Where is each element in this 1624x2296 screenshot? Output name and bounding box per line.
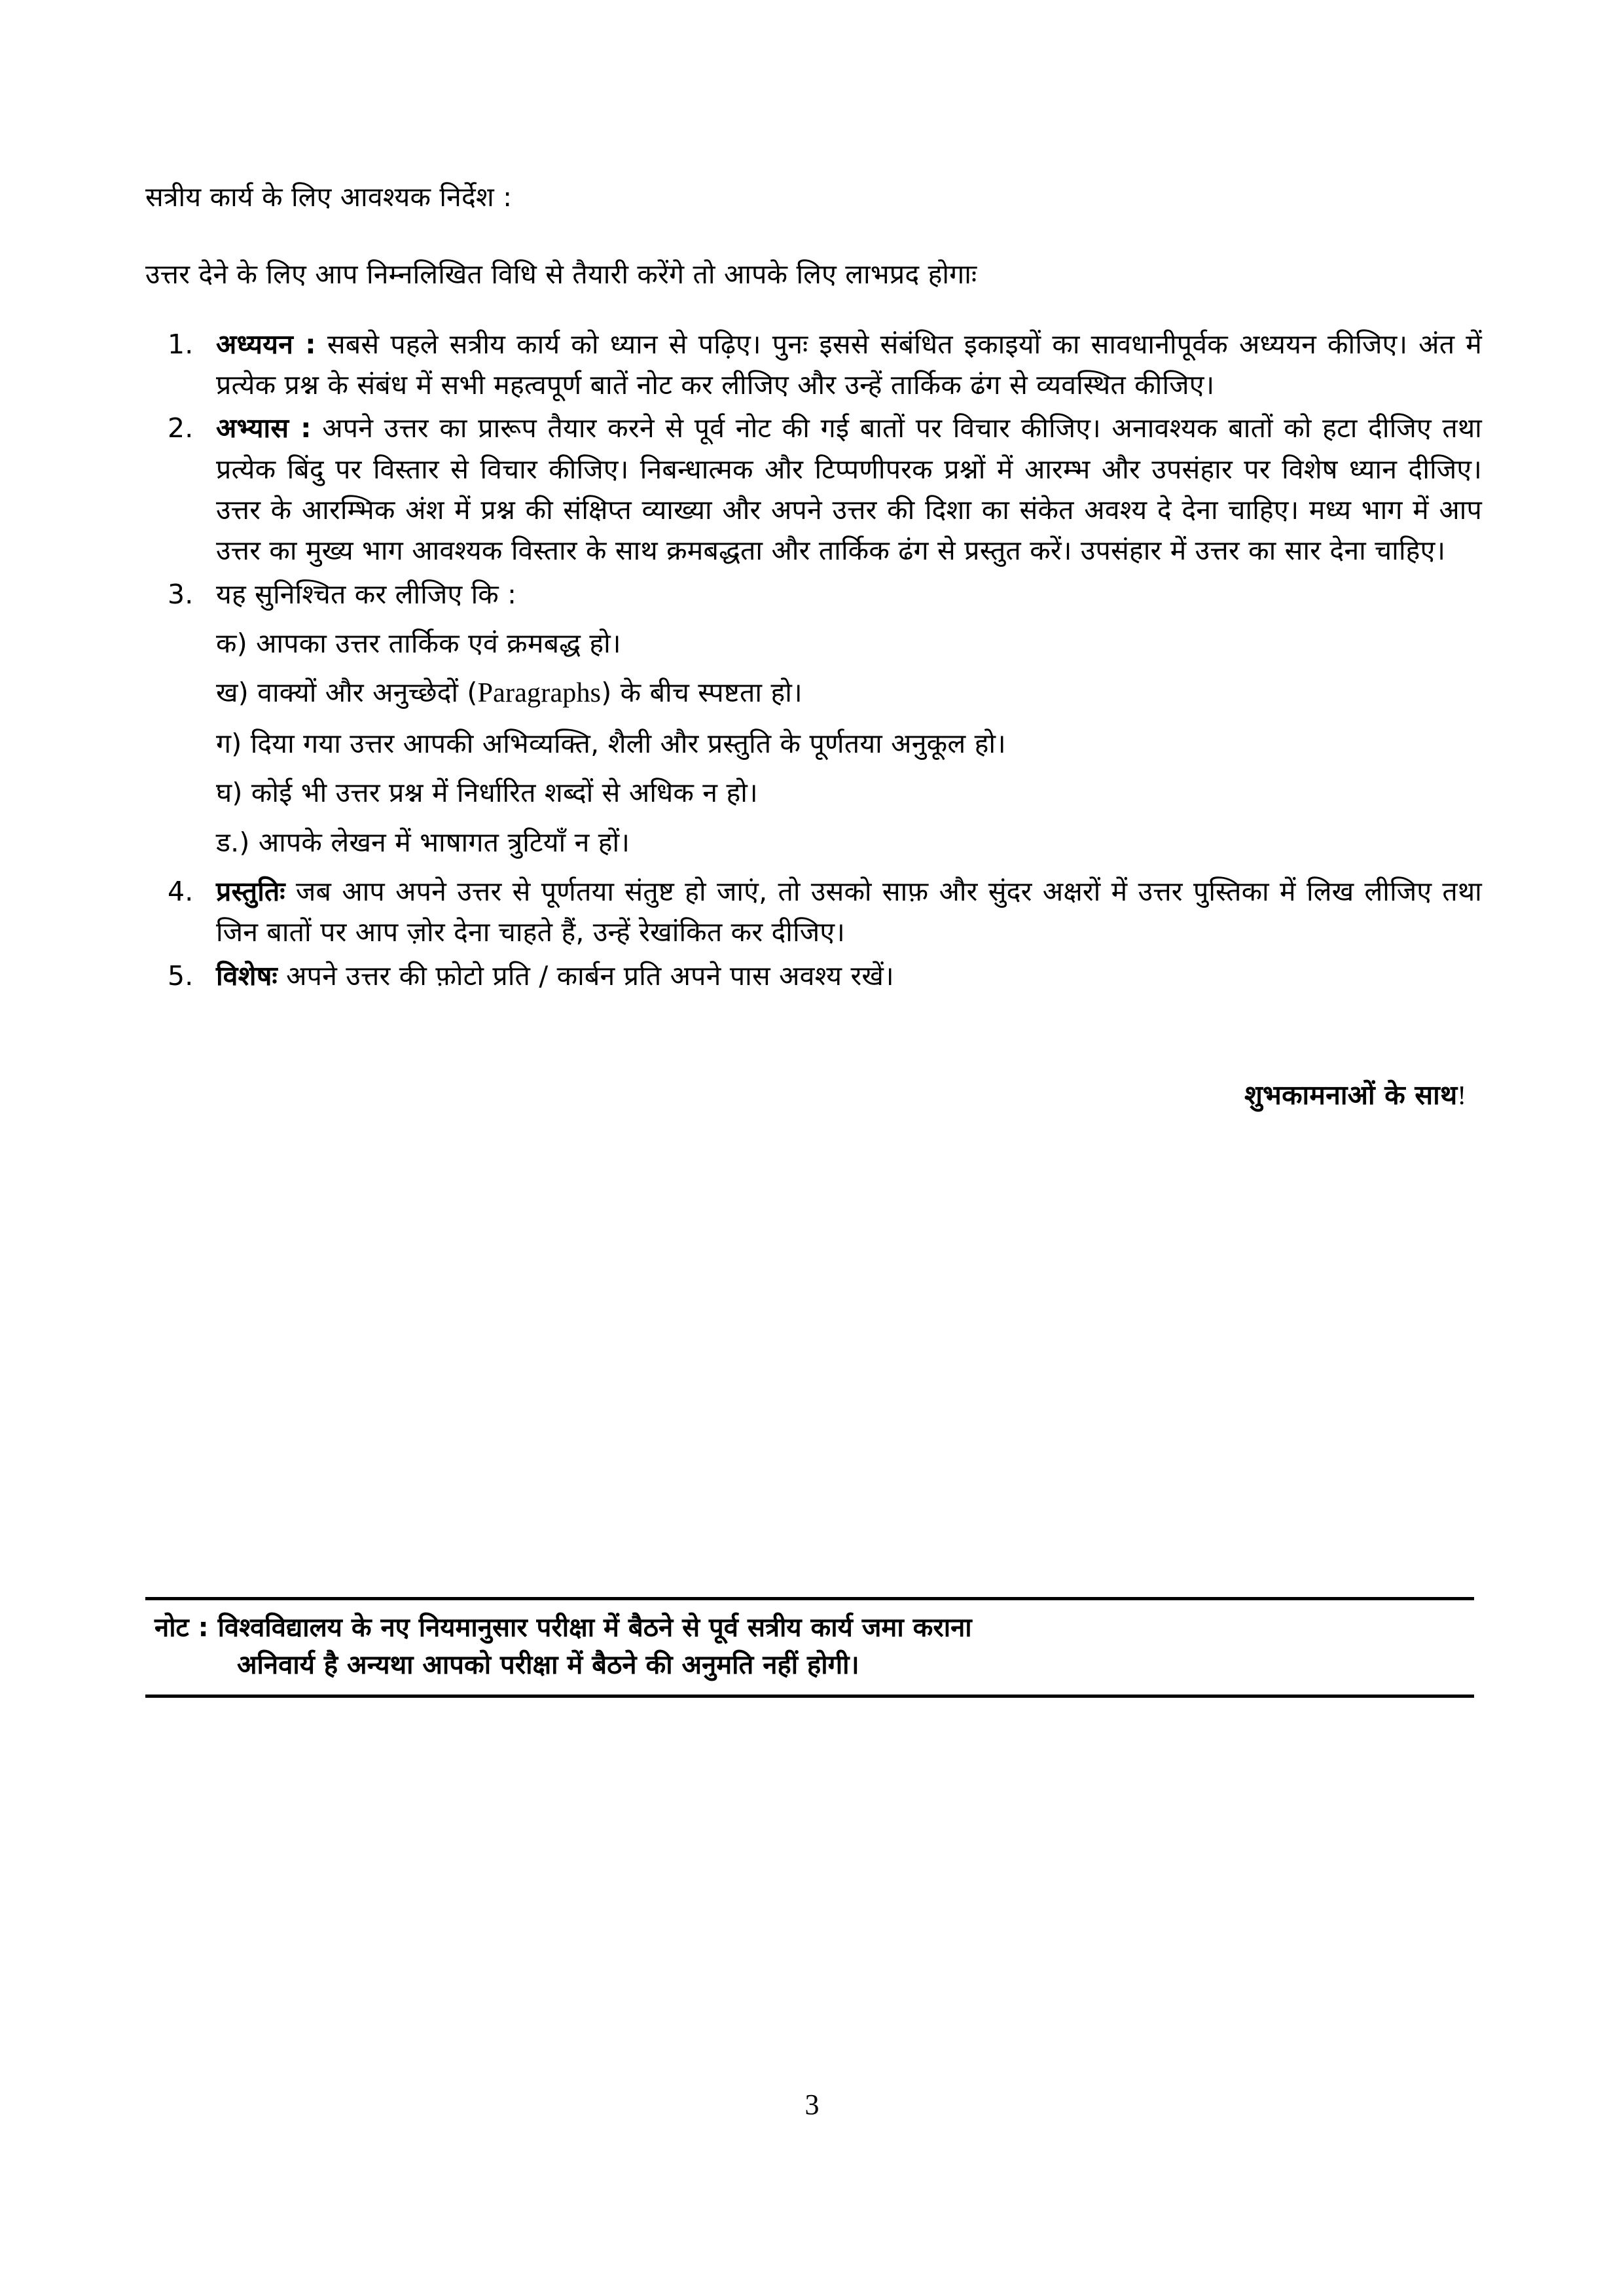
closing-wish — [145, 1075, 1482, 1115]
sub-item-text: दिया गया उत्तर आपकी अभिव्यक्ति, शैली और प्रस्तुति के पूर्णतया अनुकूल हो। — [250, 727, 1006, 759]
note-line-1: नोट : विश्वविद्यालय के नए नियमानुसार परीक्षा में बैठने से पूर्व सत्रीय कार्य जमा कराना — [154, 1613, 972, 1643]
sub-item-label: ग) — [216, 727, 242, 759]
list-item — [145, 871, 1482, 953]
sub-item-latin-term: Paragraphs — [477, 678, 602, 709]
intro-paragraph: उत्तर देने के लिए आप निम्नलिखित विधि से तैयारी करेंगे तो आपके लिए लाभप्रद होगाः — [145, 259, 977, 291]
list-item-text: सबसे पहले सत्रीय कार्य को ध्यान से पढ़िए। पुनः इससे संबंधित इकाइयों का सावधानीपूर्वक अध्ययन कीजिए। अंत में प्रत्येक प्रश्न के संबंध में सभी महत्वपूर्ण बातें नोट कर लीजिए और उन्हें तार्किक ढंग से व्यवस्थित कीजिए। — [216, 328, 1482, 401]
closing-text: शुभकामनाओं के साथ — [1244, 1079, 1458, 1111]
closing-exclamation: ! — [1457, 1079, 1466, 1110]
note-box — [145, 1597, 1474, 1698]
list-item-text: अपने उत्तर की फ़ोटो प्रति / कार्बन प्रति अपने पास अवश्य रखें। — [277, 960, 894, 992]
sub-items-list — [216, 623, 1482, 863]
page-number: 3 — [804, 2089, 820, 2121]
sub-item-text: कोई भी उत्तर प्रश्न में निर्धारित शब्दों से अधिक न हो। — [251, 777, 758, 809]
sub-item-label: घ) — [216, 777, 243, 809]
list-item-lead: अभ्यास : — [216, 412, 312, 444]
note-line-2: अनिवार्य है अन्यथा आपको परीक्षा में बैठने की अनुमति नहीं होगी। — [237, 1649, 859, 1680]
sub-item-label: ड.) — [216, 826, 250, 858]
sub-list-item — [216, 623, 1482, 664]
list-marker: 2. — [168, 412, 194, 444]
list-item — [145, 324, 1482, 406]
list-item — [145, 956, 1482, 996]
instructions-list — [145, 324, 1482, 996]
list-item — [145, 408, 1482, 571]
sub-list-item — [216, 672, 1482, 715]
sub-list-item — [216, 822, 1482, 863]
sub-item-label: ख) — [216, 677, 249, 709]
sub-item-text: आपके लेखन में भाषागत त्रुटियाँ न हों। — [258, 826, 630, 858]
list-item-lead: विशेषः — [216, 960, 278, 992]
sub-item-text-before: वाक्यों और अनुच्छेदों ( — [257, 677, 478, 709]
list-marker: 5. — [168, 960, 194, 992]
list-marker: 1. — [168, 328, 194, 360]
list-item-lead: अध्ययन : — [216, 328, 316, 360]
sub-item-label: क) — [216, 627, 247, 659]
sub-list-item — [216, 772, 1482, 813]
list-item — [145, 574, 1482, 863]
list-marker: 3. — [168, 578, 194, 610]
list-marker: 4. — [168, 875, 194, 907]
list-item-text: यह सुनिश्चित कर लीजिए कि : — [216, 578, 517, 610]
list-item-text: जब आप अपने उत्तर से पूर्णतया संतुष्ट हो जाएं, तो उसको साफ़ और सुंदर अक्षरों में उत्तर पुस्तिका में लिख लीजिए तथा जिन बातों पर आप ज़ोर देना चाहते हैं, उन्हें रेखांकित कर दीजिए। — [216, 875, 1482, 948]
sub-list-item — [216, 723, 1482, 764]
page-title: सत्रीय कार्य के लिए आवश्यक निर्देश : — [145, 181, 513, 213]
list-item-lead: प्रस्तुतिः — [216, 875, 285, 907]
sub-item-text: आपका उत्तर तार्किक एवं क्रमबद्ध हो। — [256, 627, 621, 659]
list-item-text: अपने उत्तर का प्रारूप तैयार करने से पूर्व नोट की गई बातों पर विचार कीजिए। अनावश्यक बातों को हटा दीजिए तथा प्रत्येक बिंदु पर विस्तार से विचार कीजिए। निबन्धात्मक और टिप्पणीपरक प्रश्नों में आरम्भ और उपसंहार पर विशेष ध्यान दीजिए। उत्तर के आरम्भिक अंश में प्रश्न की संक्षिप्त व्याख्या और अपने उत्तर की दिशा का संकेत अवश्य दे देना चाहिए। मध्य भाग में आप उत्तर का मुख्य भाग आवश्यक विस्तार के साथ क्रमबद्धता और तार्किक ढंग से प्रस्तुत करें। उपसंहार में उत्तर का सार देना चाहिए। — [216, 412, 1482, 567]
sub-item-text-after: ) के बीच स्पष्टता हो। — [601, 677, 803, 709]
page-content — [145, 177, 1482, 1115]
